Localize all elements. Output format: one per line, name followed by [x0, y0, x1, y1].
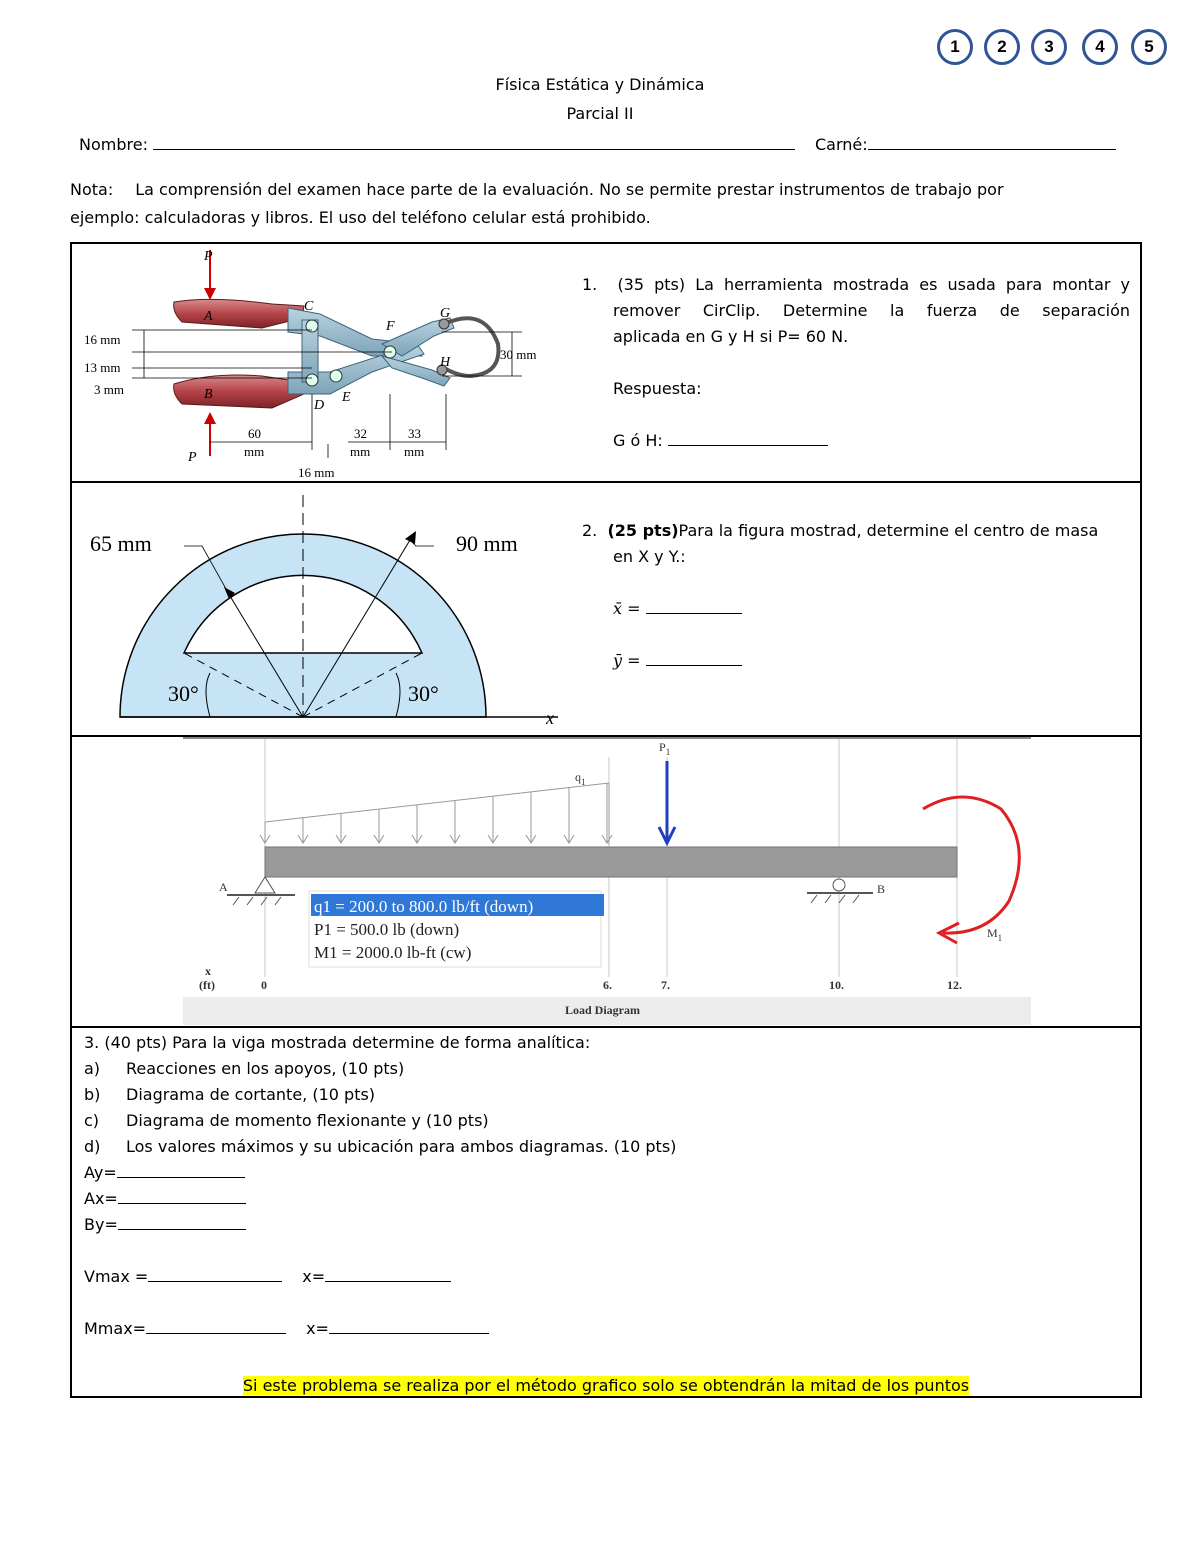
fig1-dim-32-unit: mm [350, 444, 371, 459]
q3-ax-blank[interactable] [118, 1188, 246, 1204]
axis-ft-label: (ft) [199, 978, 215, 992]
fig1-label-g: G [440, 306, 451, 321]
q3-item-b: Diagrama de cortante, (10 pts) [126, 1085, 376, 1104]
legend-p1: P1 = 500.0 lb (down) [314, 920, 460, 939]
q3-ax-label: Ax= [84, 1189, 118, 1208]
q3-by-blank[interactable] [118, 1214, 246, 1230]
q3-mmax-label: Mmax= [84, 1319, 147, 1338]
carne-field[interactable] [815, 134, 1116, 154]
fig2-angle-right: 30° [408, 681, 439, 706]
tick-12: 12. [947, 978, 962, 992]
carne-label: Carné: [815, 135, 868, 154]
name-field[interactable] [79, 134, 795, 154]
fig1-dim-16b: 16 mm [298, 465, 335, 480]
fig2-radius-65: 65 mm [90, 531, 152, 556]
q3-vmax-label: Vmax = [84, 1267, 149, 1286]
q3-item-a: Reacciones en los apoyos, (10 pts) [126, 1059, 405, 1078]
tick-0: 0 [261, 978, 267, 992]
fig1-label-p-top: P [204, 249, 213, 264]
fig1-label-f: F [386, 319, 395, 334]
label-support-a: A [219, 880, 228, 894]
label-q1: $q_1$ [575, 770, 586, 787]
exam-subtitle: Parcial II [566, 104, 634, 123]
name-blank[interactable] [153, 134, 795, 150]
nota-block [70, 176, 1150, 232]
q2-xbar-label: x̄ = [613, 599, 641, 618]
q2-number: 2. [582, 521, 598, 540]
q1-respuesta-label: Respuesta: [613, 379, 702, 398]
q2-points: (25 pts) [607, 521, 679, 540]
fig1-dim-13: 13 mm [84, 360, 121, 375]
fig1-label-c: C [304, 299, 314, 314]
q3-vmax-x-blank[interactable] [325, 1266, 451, 1282]
fig1-label-e: E [342, 390, 351, 405]
q3-by-label: By= [84, 1215, 118, 1234]
q1-text-2: remover CirClip. Determine la fuerza de separación [613, 301, 1130, 320]
fig1-dim-16: 16 mm [84, 332, 121, 347]
q3-mmax-blank[interactable] [146, 1318, 286, 1334]
nota-label: Nota: [70, 180, 114, 199]
q3-item-c: Diagrama de momento flexionante y (10 pts) [126, 1111, 489, 1130]
q3-note: Si este problema se realiza por el método grafico solo se obtendrán la mitad de los puntos [242, 1376, 970, 1395]
tick-6: 6. [603, 978, 612, 992]
legend-q1: q1 = 200.0 to 800.0 lb/ft (down) [314, 897, 534, 916]
beam-load-diagram [183, 737, 1031, 1027]
q1-text-1: La herramienta mostrada es usada para montar y [695, 275, 1131, 294]
q3-item-d: Los valores máximos y su ubicación para ambos diagramas. (10 pts) [126, 1137, 677, 1156]
q3-item-b-key: b) [84, 1085, 101, 1104]
q3-mmax-x-label: x= [306, 1319, 329, 1338]
q1-text-3: aplicada en G y H si P= 60 N. [613, 327, 849, 346]
tick-7: 7. [661, 978, 670, 992]
q2-ybar-label: ȳ = [613, 651, 641, 670]
legend-m1: M1 = 2000.0 lb-ft (cw) [314, 943, 472, 962]
page-number-circle-3: 3 [1031, 29, 1067, 65]
q3-ay-blank[interactable] [117, 1162, 245, 1178]
fig1-dim-60-unit: mm [244, 444, 265, 459]
q1-gh-blank[interactable] [668, 430, 828, 446]
tick-10: 10. [829, 978, 844, 992]
fig1-label-d: D [314, 398, 325, 413]
fig1-dim-33-unit: mm [404, 444, 425, 459]
question-1-text [582, 272, 1130, 454]
q3-points: (40 pts) [104, 1033, 168, 1052]
q1-points: (35 pts) [617, 275, 686, 294]
q1-gh-label: G ó H: [613, 431, 663, 450]
label-support-b: B [877, 882, 886, 896]
q3-mmax-x-blank[interactable] [329, 1318, 489, 1334]
question-2-text [582, 518, 1130, 674]
q2-text-1: Para la figura mostrad, determine el centro de masa [678, 521, 1099, 540]
fig1-dim-3: 3 mm [94, 382, 124, 397]
q3-ay-label: Ay= [84, 1163, 117, 1182]
semicircle-figure [72, 483, 572, 735]
axis-x-label: x [205, 964, 211, 978]
page-number-circle-2: 2 [984, 29, 1020, 65]
nota-text-2: ejemplo: calculadoras y libros. El uso del teléfono celular está prohibido. [70, 208, 651, 227]
q3-note-row [70, 1373, 1142, 1399]
pliers-figure [72, 244, 572, 480]
fig1-dim-33: 33 [408, 426, 421, 441]
q2-text-2: en X y Y.: [613, 547, 686, 566]
fig1-dim-32: 32 [354, 426, 367, 441]
question-3-text [84, 1030, 1124, 1342]
fig2-radius-90: 90 mm [456, 531, 518, 556]
page-number-circle-4: 4 [1082, 29, 1118, 65]
q2-xbar-blank[interactable] [646, 598, 742, 614]
q3-intro: Para la viga mostrada determine de forma analítica: [172, 1033, 591, 1052]
load-diagram-title: Load Diagram [565, 1003, 640, 1017]
q3-vmax-blank[interactable] [148, 1266, 282, 1282]
q3-item-c-key: c) [84, 1111, 100, 1130]
fig2-angle-left: 30° [168, 681, 199, 706]
fig1-dim-30: 30 mm [500, 347, 537, 362]
fig1-label-h: H [440, 355, 451, 370]
label-m1: $M_1$ [987, 926, 1003, 943]
q3-item-a-key: a) [84, 1059, 101, 1078]
q2-ybar-blank[interactable] [646, 650, 742, 666]
name-label: Nombre: [79, 135, 148, 154]
fig1-label-a: A [204, 309, 213, 324]
nota-text-1: La comprensión del examen hace parte de la evaluación. No se permite prestar instrumentos de trabajo por [135, 180, 1004, 199]
exam-title: Física Estática y Dinámica [495, 75, 705, 94]
carne-blank[interactable] [868, 134, 1116, 150]
label-p1: $P_1$ [659, 740, 671, 757]
page-number-circle-1: 1 [937, 29, 973, 65]
page-number-circle-5: 5 [1131, 29, 1167, 65]
q3-item-d-key: d) [84, 1137, 101, 1156]
q3-number: 3. [84, 1033, 100, 1052]
q1-number: 1. [582, 275, 598, 294]
fig1-label-p-bottom: P [188, 450, 197, 465]
fig1-dim-60: 60 [248, 426, 261, 441]
fig1-label-b: B [204, 387, 213, 402]
q3-vmax-x-label: x= [302, 1267, 326, 1286]
fig2-axis-x: x [546, 708, 554, 728]
